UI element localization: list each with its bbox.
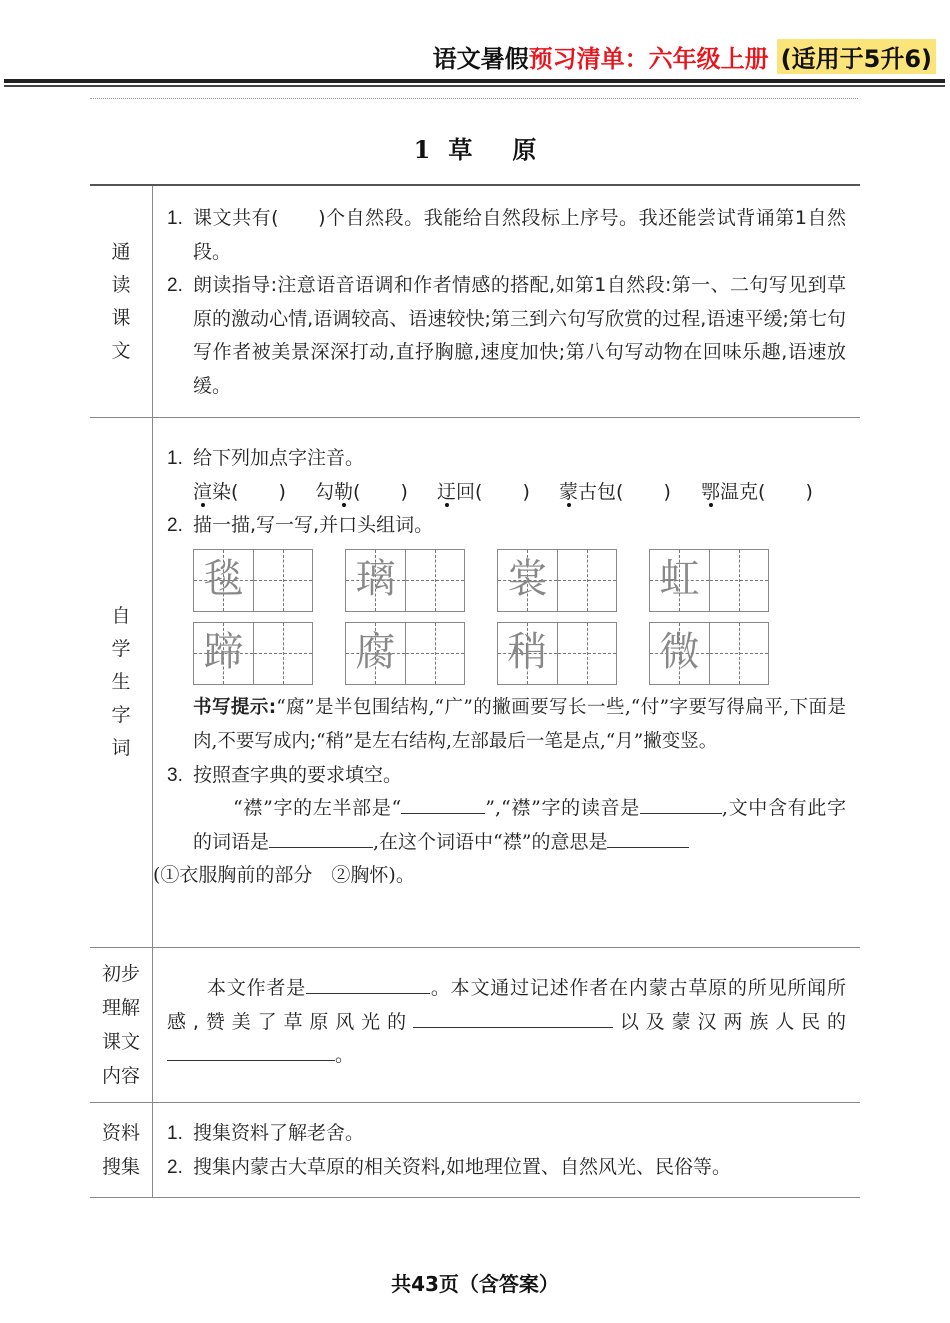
writing-tips	[167, 691, 846, 759]
fill-text: 以及蒙汉两族人民的	[612, 1010, 846, 1033]
blank-meaning[interactable]	[607, 827, 689, 848]
list-item	[167, 1117, 846, 1151]
label-char: 通	[111, 240, 131, 263]
trace-char: 毯	[203, 556, 244, 603]
section-content	[153, 418, 860, 947]
blank-radical[interactable]	[401, 793, 485, 814]
preview-table	[90, 184, 860, 1198]
dotted-char: 迂	[437, 480, 457, 503]
section-content	[153, 948, 860, 1102]
paren: (	[353, 480, 361, 503]
writing-grid-row	[193, 549, 846, 612]
paren: (	[616, 480, 624, 503]
section-label	[90, 186, 153, 417]
tian-grid-box[interactable]	[497, 622, 617, 685]
dotted-char: 鄂	[701, 480, 721, 503]
item-number: 1.	[167, 1123, 183, 1144]
word-part: 回	[456, 480, 476, 503]
tian-grid-box[interactable]	[649, 549, 769, 612]
tips-label: 书写提示:	[193, 696, 277, 718]
dotted-divider	[90, 98, 858, 99]
pinyin-word	[437, 476, 559, 510]
item-text: 按照查字典的要求填空。	[193, 763, 403, 786]
paren: (	[758, 480, 766, 503]
word-part: 古包	[578, 480, 617, 503]
section-self-study-words	[90, 418, 860, 948]
writing-grid-row	[193, 622, 846, 685]
blank-word[interactable]	[269, 827, 373, 848]
lesson-title	[0, 130, 950, 165]
trace-char: 裳	[507, 556, 548, 603]
section-understand-text	[90, 948, 860, 1103]
lesson-title-char-1: 草	[448, 135, 473, 164]
question-1	[167, 442, 846, 476]
dotted-char: 勒	[334, 480, 354, 503]
fill-text: ,文中含有此字的词语是	[193, 797, 847, 853]
label-char: 词	[111, 737, 131, 759]
label-char: 课	[111, 306, 131, 329]
label-line: 课文	[101, 1031, 140, 1053]
blank-author[interactable]	[306, 973, 430, 994]
dictionary-fill-in	[153, 792, 847, 893]
item-text: 搜集内蒙古大草原的相关资料,如地理位置、自然风光、民俗等。	[193, 1155, 732, 1178]
pinyin-word	[315, 476, 437, 510]
header-divider-thin	[4, 85, 945, 87]
section-label	[90, 1103, 153, 1197]
label-line: 初步	[101, 963, 140, 985]
tian-grid-box[interactable]	[497, 549, 617, 612]
label-line: 搜集	[101, 1156, 140, 1178]
tian-grid-box[interactable]	[193, 622, 313, 685]
tian-grid-box[interactable]	[345, 622, 465, 685]
pinyin-word	[701, 476, 813, 510]
section-content	[153, 1103, 860, 1197]
section-label	[90, 418, 153, 947]
fill-text: 。	[335, 1044, 355, 1066]
item-number: 3.	[167, 764, 183, 786]
header-grade-badge: (适用于5升6)	[777, 39, 936, 74]
paren: (	[231, 480, 239, 503]
item-text: 朗读指导:注意语音语调和作者情感的搭配,如第1自然段:第一、二句写见到草原的激动心情,语调较高、语速较快;第三到六句写欣赏的过程,语速平缓;第七句写作者被美景深深打动,直抒胸臆,速度加快;第八句写动物在回味乐趣,语速放缓。	[193, 274, 846, 397]
fill-text: 。本文通过记述作者在内蒙古草原的所见所闻所感,赞美了草原风光的	[167, 977, 846, 1033]
trace-char: 微	[659, 629, 700, 676]
trace-char: 稍	[507, 629, 548, 676]
fill-text: ”,“襟”字的读音是	[485, 797, 640, 819]
paren: )	[805, 480, 813, 503]
paren: )	[400, 480, 408, 503]
section-read-text	[90, 186, 860, 418]
header-title-black: 语文暑假	[432, 44, 529, 73]
section-collect-info	[90, 1103, 860, 1198]
trace-char: 蹄	[203, 629, 244, 676]
blank-friendship[interactable]	[167, 1040, 335, 1061]
page-footer: 共43页（含答案）	[391, 1272, 559, 1296]
item-number: 2.	[167, 275, 183, 296]
item-text: 搜集资料了解老舍。	[193, 1122, 365, 1144]
fill-text: ,在这个词语中“襟”的意思是	[373, 830, 608, 853]
fill-text: “襟”字的左半部是“	[233, 797, 402, 819]
tian-grid-box[interactable]	[649, 622, 769, 685]
item-text: 课文共有( )个自然段。我能给自然段标上序号。我还能尝试背诵第1自然段。	[193, 207, 846, 263]
label-char: 生	[111, 671, 131, 693]
paren: )	[278, 480, 286, 503]
word-part: 勾	[315, 480, 335, 503]
pinyin-word	[559, 476, 701, 510]
blank-scenery[interactable]	[413, 1007, 613, 1028]
tian-grid-box[interactable]	[193, 549, 313, 612]
pinyin-word	[193, 476, 315, 510]
paren: (	[475, 480, 483, 503]
item-text: 给下列加点字注音。	[193, 447, 365, 469]
blank-pronunciation[interactable]	[640, 793, 722, 814]
item-number: 1.	[167, 208, 183, 229]
item-number: 2.	[167, 1156, 183, 1178]
section-label	[90, 948, 153, 1102]
paren: )	[663, 480, 671, 503]
lesson-title-char-2: 原	[512, 135, 537, 164]
label-line: 内容	[101, 1065, 140, 1087]
header-title-red: 预习清单：六年级上册	[528, 44, 769, 73]
trace-char: 腐	[355, 629, 396, 676]
label-char: 学	[111, 638, 131, 660]
label-char: 读	[111, 273, 131, 296]
page-header	[433, 38, 936, 74]
trace-char: 虹	[659, 556, 700, 603]
paren: )	[522, 480, 530, 503]
item-number: 2.	[167, 515, 183, 536]
section-content	[153, 186, 860, 417]
question-2	[167, 509, 846, 543]
label-char: 字	[111, 704, 131, 726]
list-item	[167, 1151, 846, 1185]
trace-char: 璃	[355, 556, 396, 603]
dotted-char: 渲	[193, 480, 213, 503]
tips-text: “腐”是半包围结构,“广”的撇画要写长一些,“付”字要写得扁平,下面是肉,不要写成内;“稍”是左右结构,左部最后一笔是点,“月”撇变竖。	[193, 696, 846, 752]
label-char: 文	[111, 339, 131, 362]
label-line: 理解	[101, 997, 140, 1019]
list-item	[167, 269, 846, 403]
writing-grid	[167, 549, 846, 685]
label-line: 资料	[101, 1122, 140, 1144]
dotted-char: 蒙	[559, 480, 579, 503]
fill-text: 本文作者是	[207, 977, 307, 999]
item-number: 1.	[167, 448, 183, 469]
tian-grid-box[interactable]	[345, 549, 465, 612]
meaning-options: (①衣服胸前的部分 ②胸怀)。	[153, 864, 415, 886]
item-text: 描一描,写一写,并口头组词。	[193, 514, 434, 536]
pinyin-exercise	[167, 476, 846, 510]
word-part: 温克	[720, 480, 759, 503]
label-char: 自	[111, 605, 131, 627]
word-part: 染	[212, 480, 232, 503]
list-item	[167, 202, 846, 269]
header-divider-thick	[4, 79, 945, 83]
lesson-number: 1	[413, 135, 431, 164]
question-3	[167, 759, 846, 793]
